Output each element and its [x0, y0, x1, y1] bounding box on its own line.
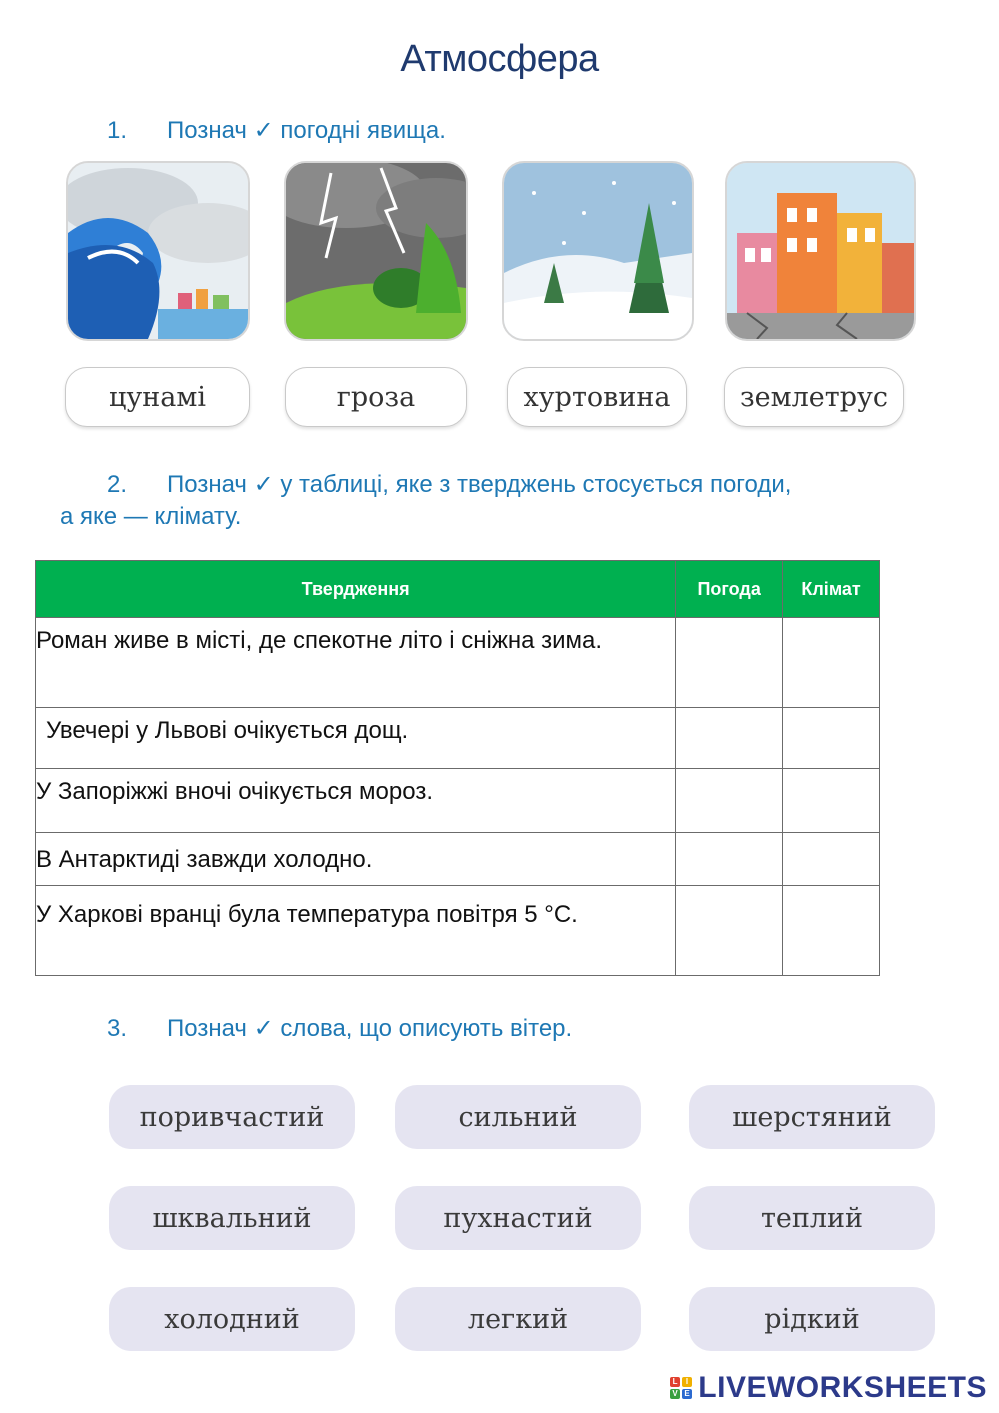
question-text: Познач ✓ погодні явища.: [167, 117, 446, 144]
option-label-thunderstorm[interactable]: гроза: [285, 367, 467, 427]
option-label-earthquake[interactable]: землетрус: [724, 367, 904, 427]
liveworksheets-logo: [670, 1371, 987, 1405]
weather-check-cell[interactable]: [676, 708, 783, 769]
statement-cell: Увечері у Львові очікується дощ.: [36, 708, 676, 769]
word-chip[interactable]: шерстяний: [689, 1085, 935, 1149]
question-text: Познач ✓ у таблиці, яке з тверджень стосується погоди,: [167, 471, 792, 498]
weather-check-cell[interactable]: [676, 833, 783, 886]
page-title: Атмосфера: [400, 38, 599, 80]
climate-check-cell[interactable]: [783, 833, 880, 886]
weather-check-cell[interactable]: [676, 618, 783, 708]
statement-cell: Роман живе в місті, де спекотне літо і сніжна зима.: [36, 618, 676, 708]
question-number: 1.: [107, 117, 128, 144]
question-2-line-2: а яке — клімату.: [60, 503, 242, 530]
question-3: [107, 1014, 572, 1043]
earthquake-image: [725, 161, 916, 341]
table-row: [36, 769, 880, 833]
question-number: 2.: [107, 471, 128, 498]
word-chip[interactable]: шквальний: [109, 1186, 355, 1250]
header-statement: Твердження: [36, 561, 676, 618]
thunderstorm-image: [284, 161, 468, 341]
table-row: [36, 833, 880, 886]
statement-cell: У Харкові вранці була температура повітря 5 °С.: [36, 886, 676, 976]
climate-check-cell[interactable]: [783, 886, 880, 976]
word-chip[interactable]: теплий: [689, 1186, 935, 1250]
weather-check-cell[interactable]: [676, 886, 783, 976]
option-label-blizzard[interactable]: хуртовина: [507, 367, 687, 427]
header-climate: Клімат: [783, 561, 880, 618]
word-chip[interactable]: рідкий: [689, 1287, 935, 1351]
blizzard-image: [502, 161, 694, 341]
table-row: [36, 886, 880, 976]
climate-check-cell[interactable]: [783, 618, 880, 708]
question-text: Познач ✓ слова, що описують вітер.: [167, 1015, 573, 1042]
word-chip[interactable]: легкий: [395, 1287, 641, 1351]
statement-cell: У Запоріжжі вночі очікується мороз.: [36, 769, 676, 833]
question-2: [107, 470, 791, 499]
statement-cell: В Антарктиді завжди холодно.: [36, 833, 676, 886]
statements-table: [35, 560, 880, 976]
logo-mark-icon: L I V E: [670, 1377, 692, 1399]
tsunami-image: [66, 161, 250, 341]
logo-text: LIVEWORKSHEETS: [698, 1371, 987, 1404]
option-label-tsunami[interactable]: цунамі: [65, 367, 250, 427]
word-chip[interactable]: пухнастий: [395, 1186, 641, 1250]
table-row: [36, 708, 880, 769]
question-number: 3.: [107, 1015, 128, 1042]
climate-check-cell[interactable]: [783, 769, 880, 833]
word-chip[interactable]: холодний: [109, 1287, 355, 1351]
climate-check-cell[interactable]: [783, 708, 880, 769]
weather-check-cell[interactable]: [676, 769, 783, 833]
header-weather: Погода: [676, 561, 783, 618]
table-row: [36, 618, 880, 708]
word-chip[interactable]: сильний: [395, 1085, 641, 1149]
word-chip[interactable]: поривчастий: [109, 1085, 355, 1149]
question-1: [107, 116, 446, 145]
